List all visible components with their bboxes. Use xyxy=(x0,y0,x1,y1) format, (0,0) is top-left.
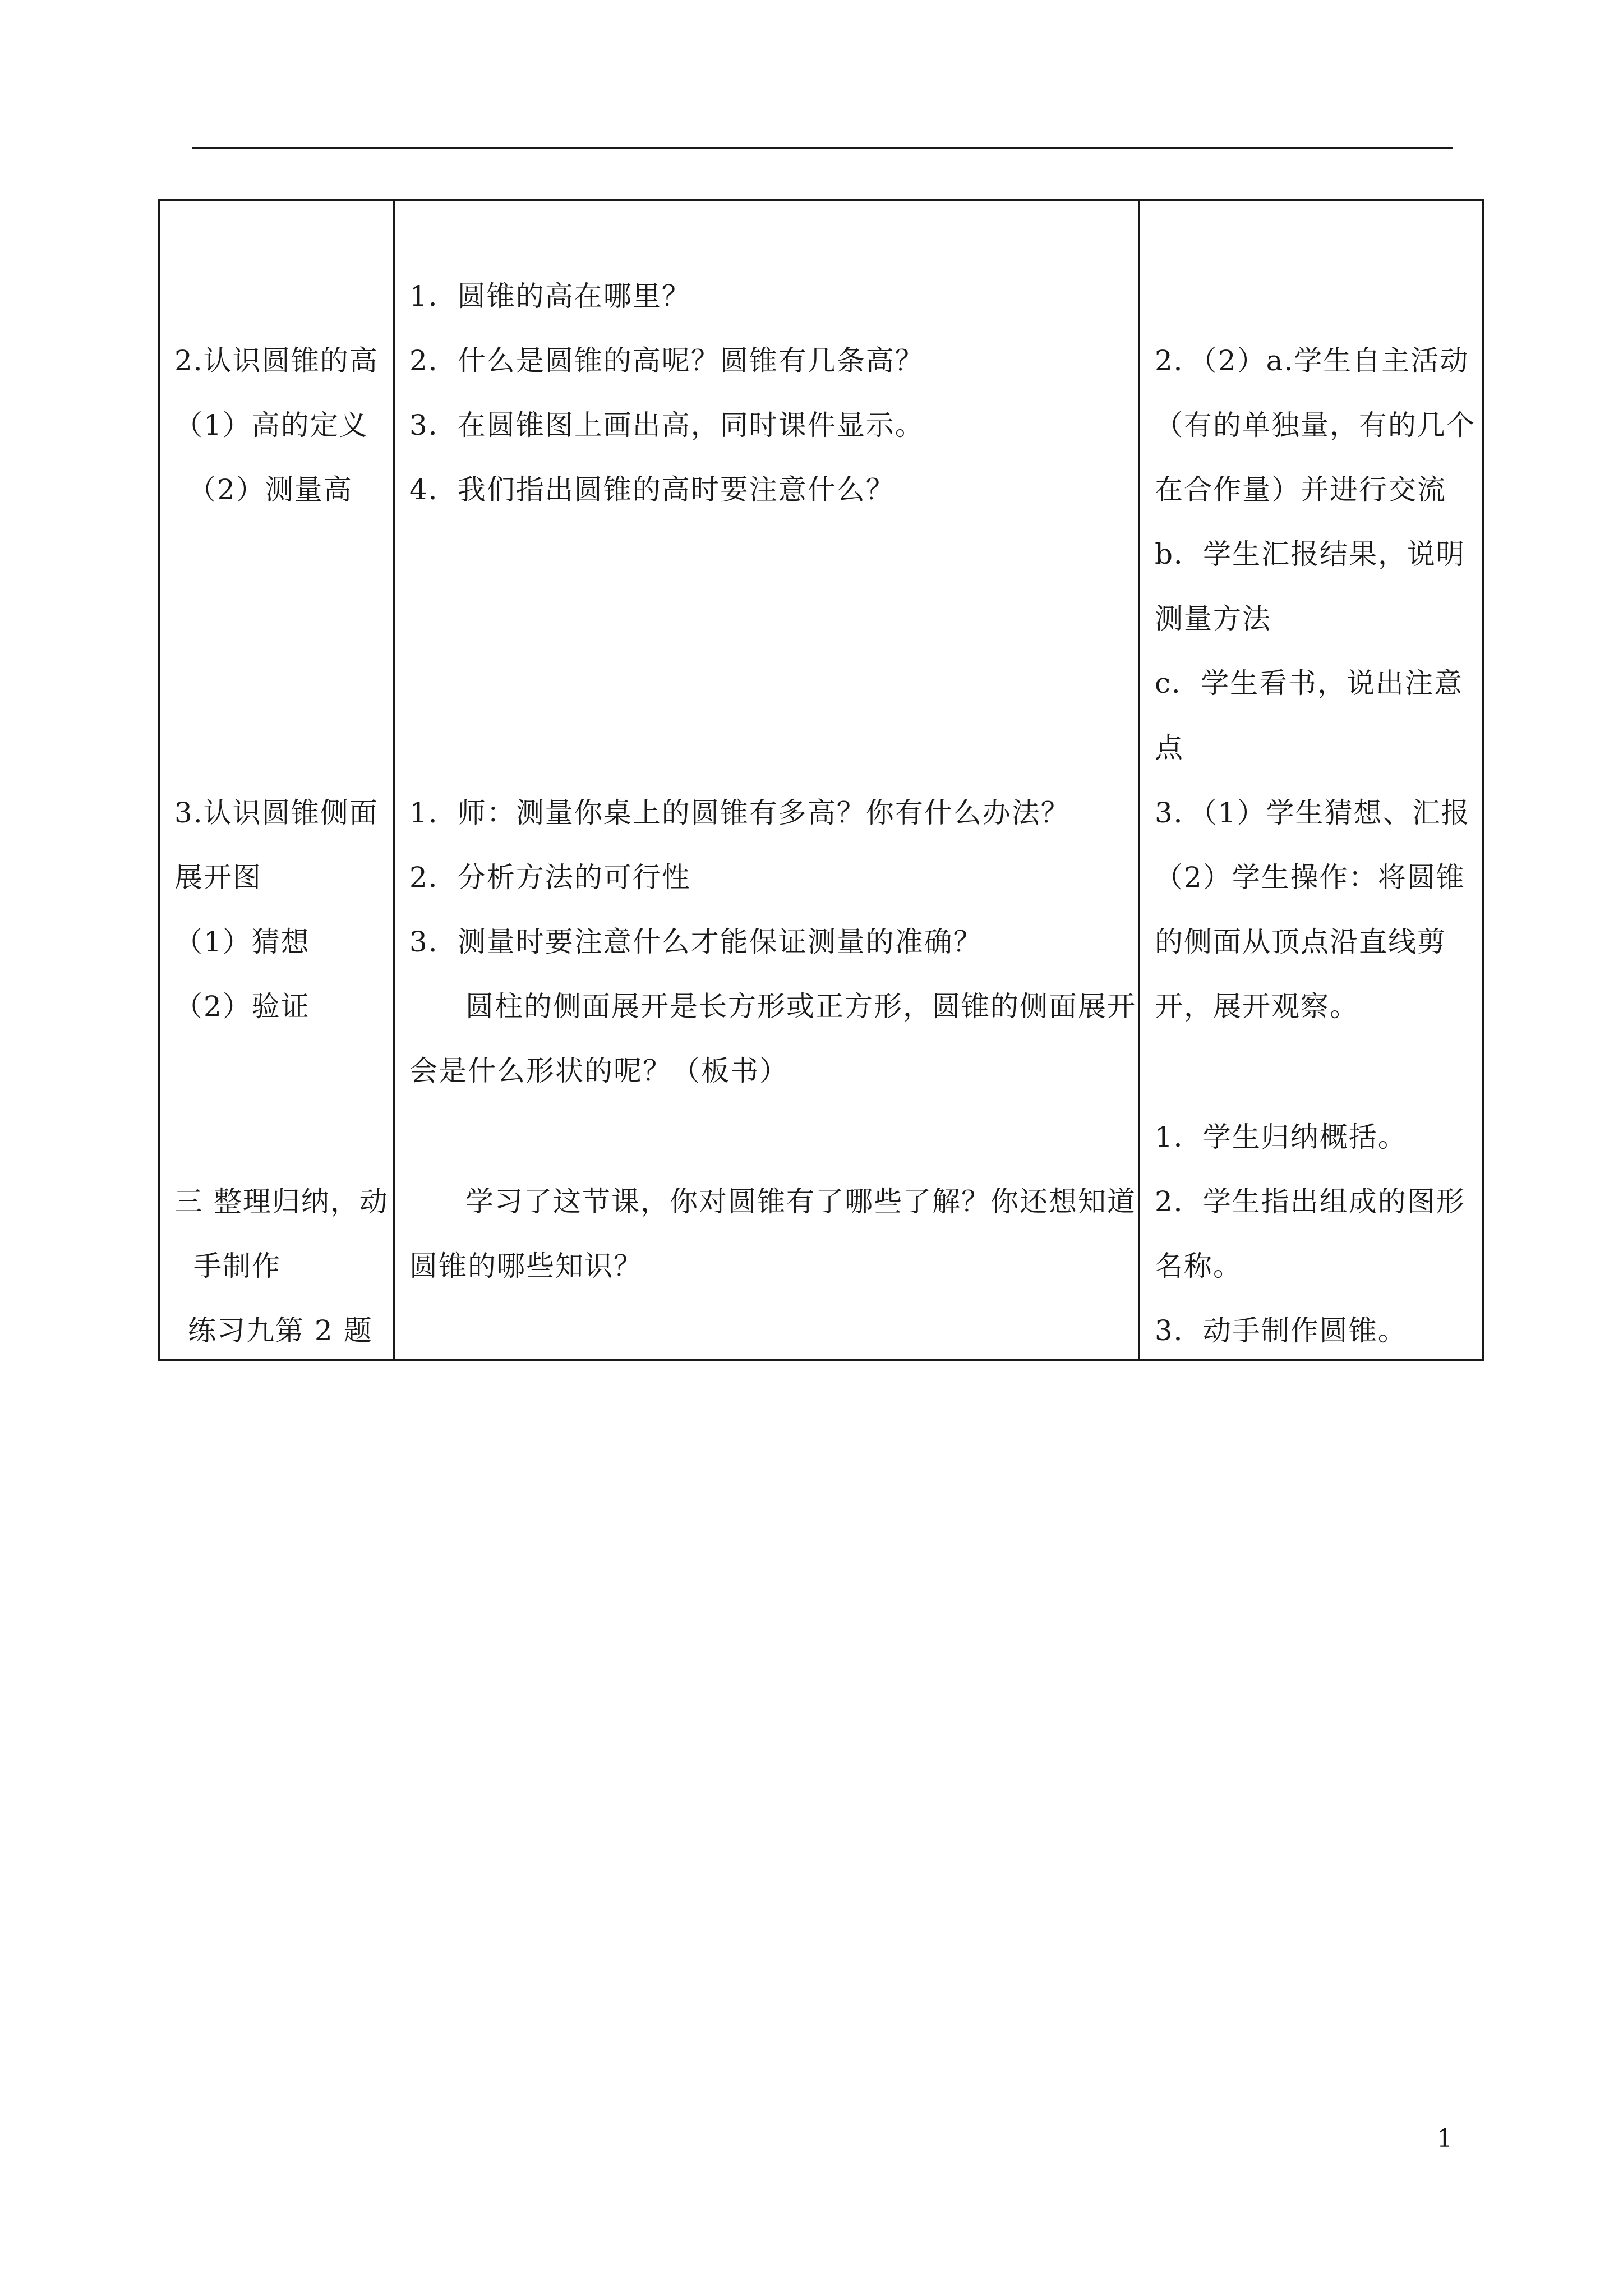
student-activity-line-2: （有的单独量，有的几个 xyxy=(1155,409,1476,441)
teacher-measure-question-3: 3．测量时要注意什么才能保证测量的准确？ xyxy=(409,926,983,958)
teacher-question-4: 4．我们指出圆锥的高时要注意什么？ xyxy=(409,473,895,506)
sub-item-height-definition: （1）高的定义 xyxy=(174,409,368,441)
teacher-question-1: 1．圆锥的高在哪里？ xyxy=(409,280,691,312)
section-title-summary-cont: 手制作 xyxy=(193,1250,281,1282)
teacher-question-3: 3．在圆锥图上画出高，同时课件显示。 xyxy=(409,409,924,441)
page-number: 1 xyxy=(1437,2124,1453,2153)
section-title-lateral-net-cont: 展开图 xyxy=(174,861,262,894)
student-activity-line-7: 点 xyxy=(1155,731,1184,764)
student-activity-line-9: （2）学生操作：将圆锥 xyxy=(1155,861,1465,894)
teacher-lateral-text-line-2: 会是什么形状的呢？（板书） xyxy=(409,1055,789,1087)
student-activity-line-1: 2．（2）a.学生自主活动 xyxy=(1155,344,1469,377)
teacher-measure-question-2: 2．分析方法的可行性 xyxy=(409,861,691,894)
exercise-reference: 练习九第 2 题 xyxy=(188,1314,373,1347)
header-rule xyxy=(192,147,1453,149)
student-summary-line-4: 3．动手制作圆锥。 xyxy=(1155,1314,1407,1347)
teacher-summary-text-line-1: 学习了这节课，你对圆锥有了哪些了解？你还想知道 xyxy=(465,1185,1136,1218)
student-summary-line-2: 2．学生指出组成的图形 xyxy=(1155,1185,1465,1218)
student-activity-line-11: 开，展开观察。 xyxy=(1155,990,1359,1023)
student-activity-line-6: c．学生看书，说出注意 xyxy=(1155,667,1464,700)
student-activity-line-5: 测量方法 xyxy=(1155,602,1271,635)
section-title-cone-height: 2.认识圆锥的高 xyxy=(174,344,379,377)
student-summary-line-1: 1．学生归纳概括。 xyxy=(1155,1121,1407,1153)
sub-item-measure-height: （2）测量高 xyxy=(188,473,353,506)
teacher-measure-question-1: 1．师：测量你桌上的圆锥有多高？你有什么办法？ xyxy=(409,797,1070,829)
teacher-question-2: 2．什么是圆锥的高呢？圆锥有几条高？ xyxy=(409,344,924,377)
student-activity-line-3: 在合作量）并进行交流 xyxy=(1155,473,1446,506)
section-title-summary: 三 整理归纳，动 xyxy=(174,1185,389,1218)
sub-item-guess: （1）猜想 xyxy=(174,926,310,958)
student-activity-line-4: b．学生汇报结果，说明 xyxy=(1155,538,1466,570)
teacher-summary-text-line-2: 圆锥的哪些知识？ xyxy=(409,1250,643,1282)
student-activity-line-8: 3．（1）学生猜想、汇报 xyxy=(1155,797,1470,829)
student-activity-line-10: 的侧面从顶点沿直线剪 xyxy=(1155,926,1446,958)
lesson-plan-table xyxy=(158,199,1484,1361)
teacher-lateral-text-line-1: 圆柱的侧面展开是长方形或正方形，圆锥的侧面展开 xyxy=(465,990,1136,1023)
section-title-lateral-net: 3.认识圆锥侧面 xyxy=(174,797,379,829)
student-summary-line-3: 名称。 xyxy=(1155,1250,1242,1282)
column-divider-2 xyxy=(1138,201,1140,1359)
sub-item-verify: （2）验证 xyxy=(174,990,310,1023)
column-divider-1 xyxy=(393,201,395,1359)
